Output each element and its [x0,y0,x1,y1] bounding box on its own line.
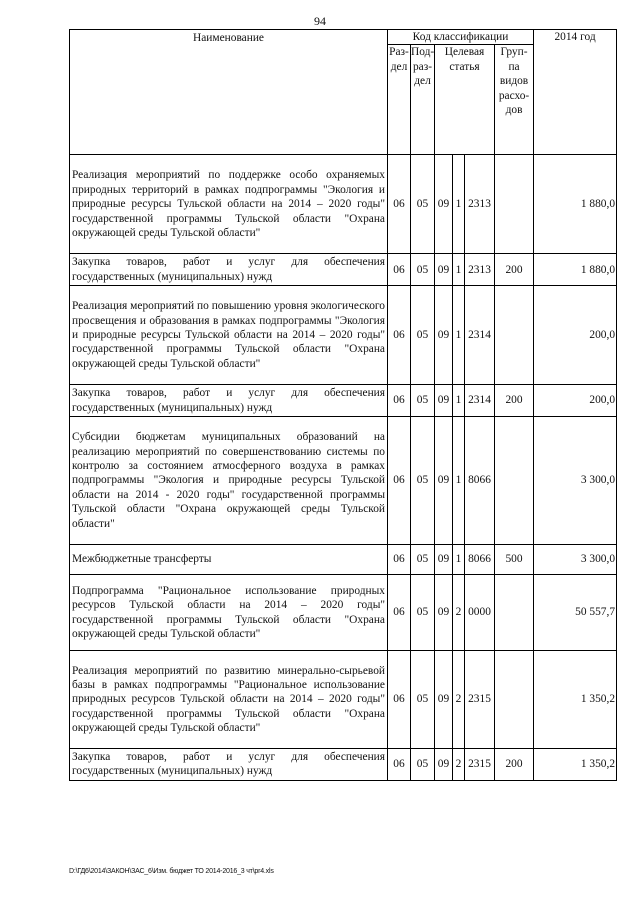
page-number: 94 [314,14,326,28]
row-amount: 3 300,0 [534,417,617,545]
row-target-subprogram: 1 [453,417,465,545]
row-target-code: 2315 [465,651,495,749]
header-target: Целевая статья [435,45,495,155]
row-name: Межбюджетные трансферты [70,545,388,575]
table-row [70,254,617,286]
row-target-subprogram: 1 [453,286,465,385]
row-target-code: 2313 [465,254,495,286]
table-row [70,155,617,254]
row-podrazdel: 05 [411,385,435,417]
row-expense-type: 200 [495,385,534,417]
row-name: Реализация мероприятий по поддержке особо охраняемых природных территорий в рамках подпрограммы "Экология и природные ресурсы Тульской области на 2014 – 2020 годы" государственной программы Тульской области "Охрана окружающей среды Тульской области" [70,155,388,254]
row-podrazdel: 05 [411,651,435,749]
row-target-subprogram: 1 [453,155,465,254]
table-row [70,385,617,417]
row-razdel: 06 [388,575,411,651]
row-target-code: 8066 [465,545,495,575]
row-amount: 50 557,7 [534,575,617,651]
row-podrazdel: 05 [411,155,435,254]
row-target-code: 0000 [465,575,495,651]
table-row [70,286,617,385]
row-target-code: 2314 [465,286,495,385]
table-row [70,575,617,651]
row-podrazdel: 05 [411,417,435,545]
row-amount: 1 350,2 [534,651,617,749]
row-name: Закупка товаров, работ и услуг для обеспечения государственных (муниципальных) нужд [70,749,388,781]
row-expense-type [495,286,534,385]
row-razdel: 06 [388,286,411,385]
row-target-program: 09 [435,651,453,749]
row-amount: 200,0 [534,286,617,385]
row-target-subprogram: 1 [453,545,465,575]
row-podrazdel: 05 [411,749,435,781]
table-row [70,417,617,545]
header-year: 2014 год [534,30,617,155]
row-target-program: 09 [435,385,453,417]
header-section: Раз-дел [388,45,411,155]
table-row [70,545,617,575]
row-target-program: 09 [435,254,453,286]
row-podrazdel: 05 [411,575,435,651]
row-name: Реализация мероприятий по развитию минерально-сырьевой базы в рамках подпрограммы "Рациональное использование природных ресурсов Тульской области на 2014 – 2020 годы" государственной программы Тульской области "Охрана окружающей среды Тульской области" [70,651,388,749]
row-amount: 3 300,0 [534,545,617,575]
row-amount: 200,0 [534,385,617,417]
row-target-subprogram: 2 [453,749,465,781]
row-expense-type [495,651,534,749]
row-podrazdel: 05 [411,254,435,286]
row-name: Реализация мероприятий по повышению уровня экологического просвещения и образования в рамках подпрограммы "Экология и природные ресурсы Тульской области на 2014 – 2020 годы" государственной программы Тульской области "Охрана окружающей среды Тульской области" [70,286,388,385]
row-target-subprogram: 1 [453,254,465,286]
header-classification: Код классификации [388,30,534,45]
row-target-program: 09 [435,749,453,781]
row-expense-type [495,575,534,651]
header-group: Груп-па видов расхо-дов [495,45,534,155]
row-amount: 1 880,0 [534,155,617,254]
row-razdel: 06 [388,651,411,749]
row-name: Закупка товаров, работ и услуг для обеспечения государственных (муниципальных) нужд [70,385,388,417]
row-target-program: 09 [435,286,453,385]
row-expense-type: 200 [495,749,534,781]
row-razdel: 06 [388,385,411,417]
row-expense-type: 200 [495,254,534,286]
table-row [70,749,617,781]
row-name: Закупка товаров, работ и услуг для обеспечения государственных (муниципальных) нужд [70,254,388,286]
row-target-subprogram: 2 [453,575,465,651]
row-expense-type: 500 [495,545,534,575]
row-razdel: 06 [388,545,411,575]
row-target-subprogram: 2 [453,651,465,749]
row-podrazdel: 05 [411,286,435,385]
row-target-program: 09 [435,155,453,254]
row-podrazdel: 05 [411,545,435,575]
row-target-subprogram: 1 [453,385,465,417]
budget-table [69,29,617,781]
row-razdel: 06 [388,749,411,781]
row-target-code: 2315 [465,749,495,781]
row-target-program: 09 [435,575,453,651]
row-name: Подпрограмма "Рациональное использование природных ресурсов Тульской области на 2014 – 2020 годы" государственной программы Тульской области "Охрана окружающей среды Тульской области" [70,575,388,651]
header-subsection: Под-раз-дел [411,45,435,155]
row-expense-type [495,417,534,545]
file-path-footer: D:\ГД6\2014\ЗАКОН\ЗАС_6\Изм. бюджет ТО 2014-2016_3 чт\pr4.xls [69,868,274,875]
row-expense-type [495,155,534,254]
table-row [70,651,617,749]
row-razdel: 06 [388,155,411,254]
row-amount: 1 880,0 [534,254,617,286]
row-razdel: 06 [388,417,411,545]
row-name: Субсидии бюджетам муниципальных образований на реализацию мероприятий по совершенствованию системы по контролю за состоянием атмосферного воздуха в рамках подпрограммы "Экология и природные ресурсы Тульской области на 2014 - 2020 годы" государственной программы Тульской области "Охрана окружающей среды Тульской области" [70,417,388,545]
row-amount: 1 350,2 [534,749,617,781]
header-name: Наименование [70,30,388,155]
row-razdel: 06 [388,254,411,286]
row-target-code: 2313 [465,155,495,254]
row-target-code: 8066 [465,417,495,545]
row-target-code: 2314 [465,385,495,417]
row-target-program: 09 [435,545,453,575]
row-target-program: 09 [435,417,453,545]
